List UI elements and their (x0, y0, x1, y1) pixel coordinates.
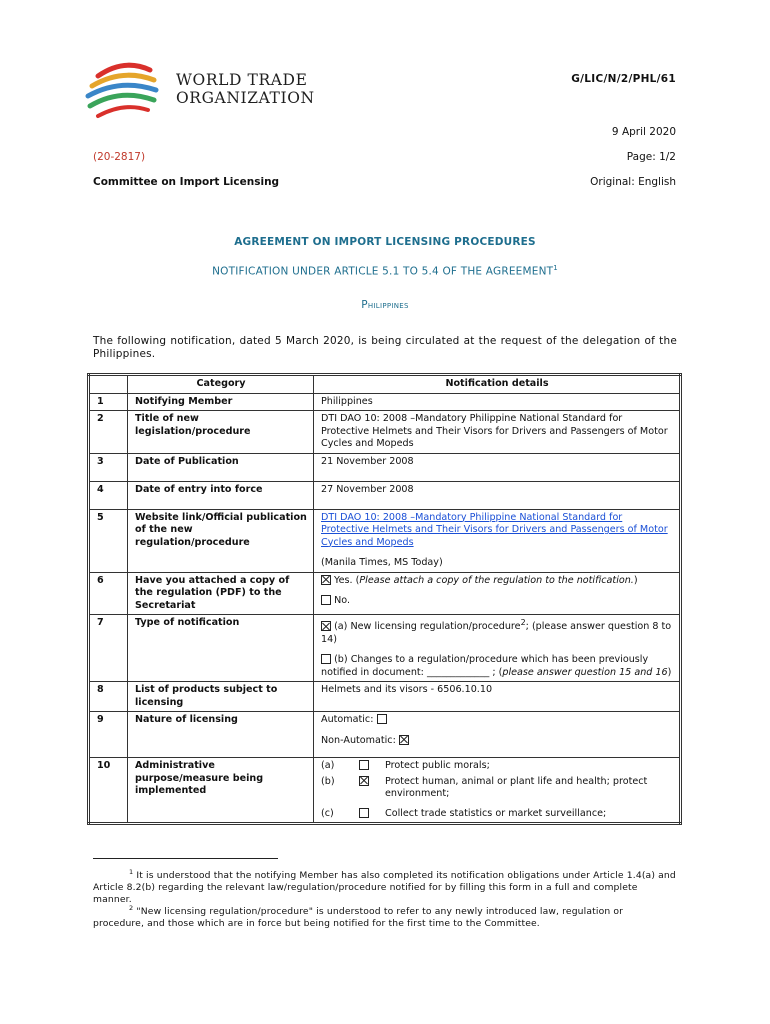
yes-label: Please attach a copy of the regulation to the notification. (359, 574, 634, 586)
document-symbol: G/LIC/N/2/PHL/61 (571, 73, 676, 85)
table-row: 9 Nature of licensing Automatic: Non-Automatic: (89, 712, 681, 758)
country-heading: Philippines (361, 299, 409, 311)
footnote-2: $^2$ "New licensing regulation/procedure" is understood to refer to any newly introduced law, regulation or procedure, and those which are in force but being notified for the first time to the Committee. (93, 904, 624, 930)
yes-checkbox[interactable] (321, 575, 331, 585)
wto-logo-icon (84, 56, 164, 128)
document-date: 9 April 2020 (611, 126, 676, 138)
original-language: Original: English (590, 176, 676, 188)
footnote-separator (93, 858, 278, 859)
table-row: 10 Administrative purpose/measure being implemented (a) Protect public morals; (b) Protect human, animal or plant life and health; protect environment; (c) Collect trade statistics or market surveillance; (89, 758, 681, 824)
agreement-title: AGREEMENT ON IMPORT LICENSING PROCEDURES (234, 236, 536, 248)
document-ref: (20-2817) (93, 151, 146, 163)
purpose-list: (a) Protect public morals; (b) Protect human, animal or plant life and health; protect environment; (c) Collect trade statistics or market surveillance; (321, 760, 648, 819)
table-row: 5 Website link/Official publication of the new regulation/procedure DTI DAO 10: 2008 –Mandatory Philippine National Standard for Protective Helmets and Their Visors for Drivers and Passengers of Motor Cycles and Mopeds (Manila Times, MS Today) (89, 509, 681, 572)
table-row: 1 Notifying Member Philippines (89, 393, 681, 411)
committee-name: Committee on Import Licensing (93, 176, 280, 188)
table-header-row (89, 375, 681, 394)
purpose-b-checkbox[interactable] (359, 776, 369, 786)
non-automatic-checkbox[interactable] (399, 735, 409, 745)
regulation-link[interactable]: DTI DAO 10: 2008 –Mandatory Philippine National Standard for Protective Helmets and Their Visors for Drivers and Passengers of Motor Cycles and Mopeds (321, 511, 668, 548)
notification-table (87, 373, 682, 825)
table-row: 6 Have you attached a copy of the regulation (PDF) to the Secretariat Yes. (Please attach a copy of the regulation to the notification.) No. (89, 572, 681, 615)
header-num-cell (89, 375, 128, 394)
org-name: WORLD TRADE ORGANIZATION (176, 71, 315, 107)
intro-paragraph: The following notification, dated 5 March 2020, is being circulated at the request of the delegation of the Philippines. (93, 335, 677, 360)
automatic-checkbox[interactable] (377, 714, 387, 724)
table-row: 3 Date of Publication 21 November 2008 (89, 453, 681, 481)
table-row: 7 Type of notification (a) New licensing regulation/procedure$^2$; (please answer question 8 to 14) (b) Changes to a regulation/procedure which has been previously notified in document: _____________ ; (please answer question 15 and 16) (89, 615, 681, 682)
purpose-c-checkbox[interactable] (359, 808, 369, 818)
new-regulation-checkbox[interactable] (321, 621, 331, 631)
header-category: Category (128, 375, 314, 394)
changes-checkbox[interactable] (321, 654, 331, 664)
wto-logo (84, 56, 334, 128)
footnote-1: $^1$ It is understood that the notifying Member has also completed its notification obligations under Article 1.4(a) and Article 8.2(b) regarding the relevant law/regulation/procedure notified for by filling this form in a full and complete manner. (93, 868, 676, 906)
notification-subtitle: NOTIFICATION UNDER ARTICLE 5.1 TO 5.4 OF THE AGREEMENT$^1$ (212, 264, 558, 278)
purpose-a-checkbox[interactable] (359, 760, 369, 770)
table-row: 4 Date of entry into force 27 November 2008 (89, 481, 681, 509)
table-row: 2 Title of new legislation/procedure DTI DAO 10: 2008 –Mandatory Philippine National Standard for Protective Helmets and Their Visors for Drivers and Passengers of Motor Cycles and Mopeds (89, 411, 681, 454)
no-checkbox[interactable] (321, 595, 331, 605)
page-number: Page: 1/2 (626, 151, 676, 163)
header-details: Notification details (314, 375, 681, 394)
table-row: 8 List of products subject to licensing Helmets and its visors - 6506.10.10 (89, 682, 681, 712)
